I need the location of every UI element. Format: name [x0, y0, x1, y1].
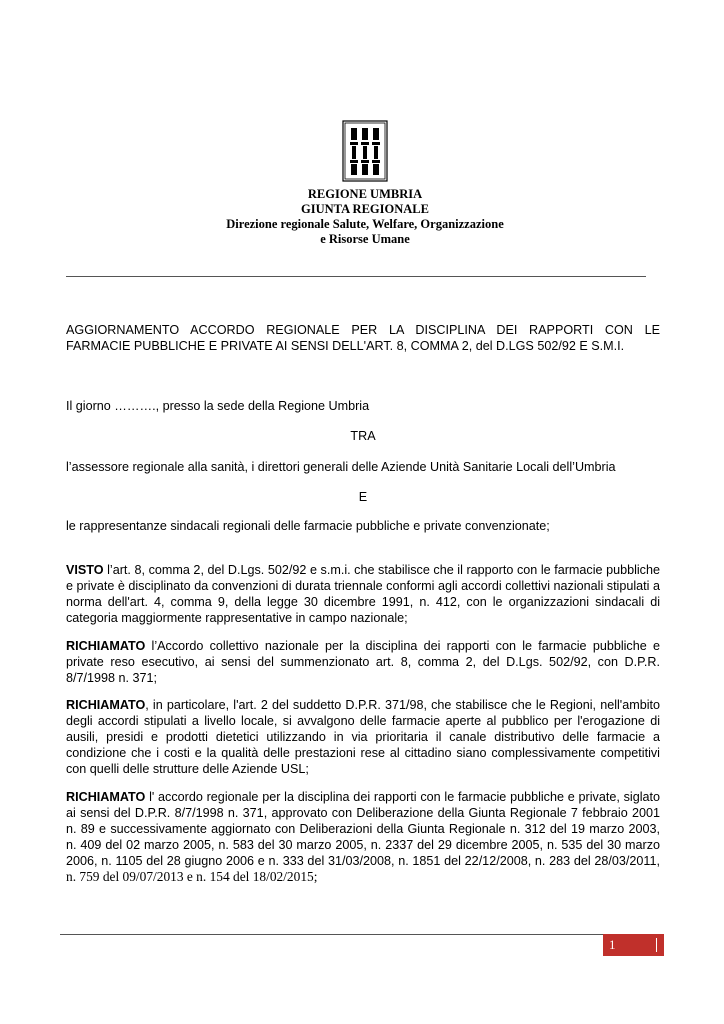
clause-keyword: RICHIAMATO — [66, 698, 146, 712]
council-name: GIUNTA REGIONALE — [301, 202, 429, 216]
clause-keyword: RICHIAMATO — [66, 790, 146, 804]
direction-line-2: e Risorse Umane — [320, 232, 410, 246]
clause-keyword: VISTO — [66, 563, 104, 577]
first-party: l’assessore regionale alla sanità, i direttori generali delle Aziende Unità Sanitarie Locali dell’Umbria — [66, 460, 616, 474]
footer-divider — [60, 934, 664, 935]
region-name: REGIONE UMBRIA — [307, 187, 423, 201]
second-party: le rappresentanze sindacali regionali delle farmacie pubbliche e private convenzionate; — [66, 519, 550, 533]
page-number-separator — [656, 938, 657, 952]
between-label: TRA — [350, 429, 376, 443]
header-divider — [66, 276, 646, 277]
clause-richiamato-acn — [66, 638, 660, 686]
page-number: 1 — [609, 937, 616, 952]
letterhead — [160, 187, 570, 247]
clause-richiamato-art2 — [66, 697, 660, 777]
title-line-2: FARMACIE PUBBLICHE E PRIVATE AI SENSI DELL'ART. 8, COMMA 2, del D.LGS 502/92 E S.M.I. — [66, 339, 625, 353]
clause-keyword: RICHIAMATO — [66, 639, 146, 653]
clause-richiamato-accordo — [66, 789, 660, 885]
and-label: E — [358, 490, 368, 504]
clause-text: l’art. 8, comma 2, del D.Lgs. 502/92 e s.m.i. che stabilisce che il rapporto con le farmacie pubbliche e private è disciplinato da convenzioni di durata triennale conformi agli accordi collettivi nazionali stipulati a norma dell'art. 4, comma 9, della legge 30 dicembre 1991, n. 412, con le organizzazioni sindacali di categoria maggiormente rappresentative in campo nazionale; — [66, 563, 660, 625]
clause-text-tail: n. 759 del 09/07/2013 e n. 154 del 18/02/2015; — [66, 869, 318, 884]
document-title — [66, 322, 660, 354]
clause-visto — [66, 562, 660, 626]
direction-line-1: Direzione regionale Salute, Welfare, Organizzazione — [226, 217, 504, 231]
clause-text: l’Accordo collettivo nazionale per la disciplina dei rapporti con le farmacie pubbliche e private reso esecutivo, ai sensi del summenzionato art. 8, comma 2, del D.Lgs. 502/92, con D.P.R. 8/7/1998 n. 371; — [66, 639, 660, 685]
clause-text: l' accordo regionale per la disciplina dei rapporti con le farmacie pubbliche e private, siglato ai sensi del D.P.R. 8/7/1998 n. 371, approvato con Deliberazione della Giunta Regionale 7 febbraio 2001 n. 89 e successivamente aggiornato con Deliberazioni della Giunta Regionale n. 312 del 19 marzo 2003, n. 409 del 02 marzo 2005, n. 583 del 30 marzo 2005, n. 2337 del 29 dicembre 2005, n. 535 del 30 marzo 2006, n. 1105 del 28 giugno 2006 e n. 333 del 31/03/2008, n. 1851 del 22/12/2008, n. 283 del 28/03/2011, — [66, 790, 660, 868]
clause-text: , in particolare, l'art. 2 del suddetto D.P.R. 371/98, che stabilisce che le Regioni, nell'ambito degli accordi stipulati a livello locale, si avvalgono delle farmacie aperte al pubblico per l'erogazione di ausili, presidi e prodotti dietetici utilizzando in via prioritaria il canale distributivo delle farmacie a condizione che i costi e la qualità delle prestazioni rese al cittadino siano complessivamente competitivi con quelli delle strutture delle Aziende USL; — [66, 698, 660, 776]
regione-umbria-emblem — [342, 120, 388, 182]
title-line-1: AGGIORNAMENTO ACCORDO REGIONALE PER LA DISCIPLINA DEI RAPPORTI CON LE — [66, 323, 660, 337]
meeting-date: Il giorno ………., presso la sede della Regione Umbria — [66, 399, 370, 413]
